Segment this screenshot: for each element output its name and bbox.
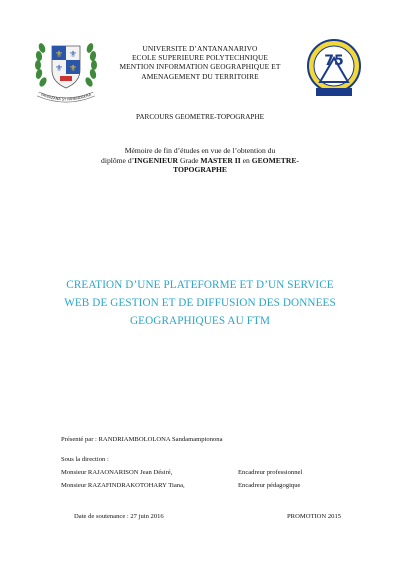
institution-header — [100, 44, 300, 81]
title-line-1: CREATION D’UNE PLATEFORME ET D’UN SERVICE — [66, 279, 334, 291]
svg-text:⚜: ⚜ — [54, 64, 64, 74]
school-name: ECOLE SUPERIEURE POLYTECHNIQUE — [131, 53, 269, 63]
svg-text:⚜: ⚜ — [68, 50, 78, 60]
supervisor-1-role: Encadreur professionnel — [238, 469, 303, 476]
svg-text:FAHAIZANA SY FAHENDRENA: FAHAIZANA SY FAHENDRENA — [40, 92, 92, 102]
thesis-title — [40, 276, 360, 330]
school-emblem-logo — [306, 38, 362, 100]
supervisor-2-name: Monsieur RAZAFINDRAKOTOHARY Tiana, — [61, 482, 185, 489]
svg-text:⚜: ⚜ — [68, 64, 78, 74]
svg-text:75: 75 — [324, 53, 344, 69]
memoire-line-2: diplôme d’INGENIEUR Grade MASTER II en GEOMETRE- — [101, 155, 299, 165]
title-line-2: WEB DE GESTION ET DE DIFFUSION DES DONNEES — [64, 297, 336, 309]
title-line-3: GEOGRAPHIQUES AU FTM — [130, 315, 270, 327]
defense-date: Date de soutenance : 27 juin 2016 — [74, 513, 164, 520]
promotion: PROMOTION 2015 — [287, 513, 342, 520]
memoire-line-3: TOPOGRAPHE — [173, 165, 227, 174]
presented-by: Présenté par : RANDRIAMBOLOLONA Sandamampionona — [61, 436, 223, 443]
supervisor-1-name: Monsieur RAJAONARISON Jean Désiré, — [61, 469, 173, 476]
mention-line-1: MENTION INFORMATION GEOGRAPHIQUE ET — [119, 62, 281, 72]
program-name: PARCOURS GEOMETRE-TOPOGRAPHE — [136, 113, 264, 121]
memoire-line-1: Mémoire de fin d’études en vue de l’obtention du — [124, 146, 276, 155]
svg-text:⚜: ⚜ — [54, 50, 64, 60]
direction-label: Sous la direction : — [61, 456, 109, 463]
university-crest-logo — [30, 36, 102, 106]
university-name: UNIVERSITE D’ANTANANARIVO — [142, 44, 258, 53]
supervisor-2-role: Encadreur pédagogique — [238, 482, 301, 489]
thesis-description — [80, 146, 320, 175]
mention-line-2: AMENAGEMENT DU TERRITOIRE — [141, 71, 259, 81]
